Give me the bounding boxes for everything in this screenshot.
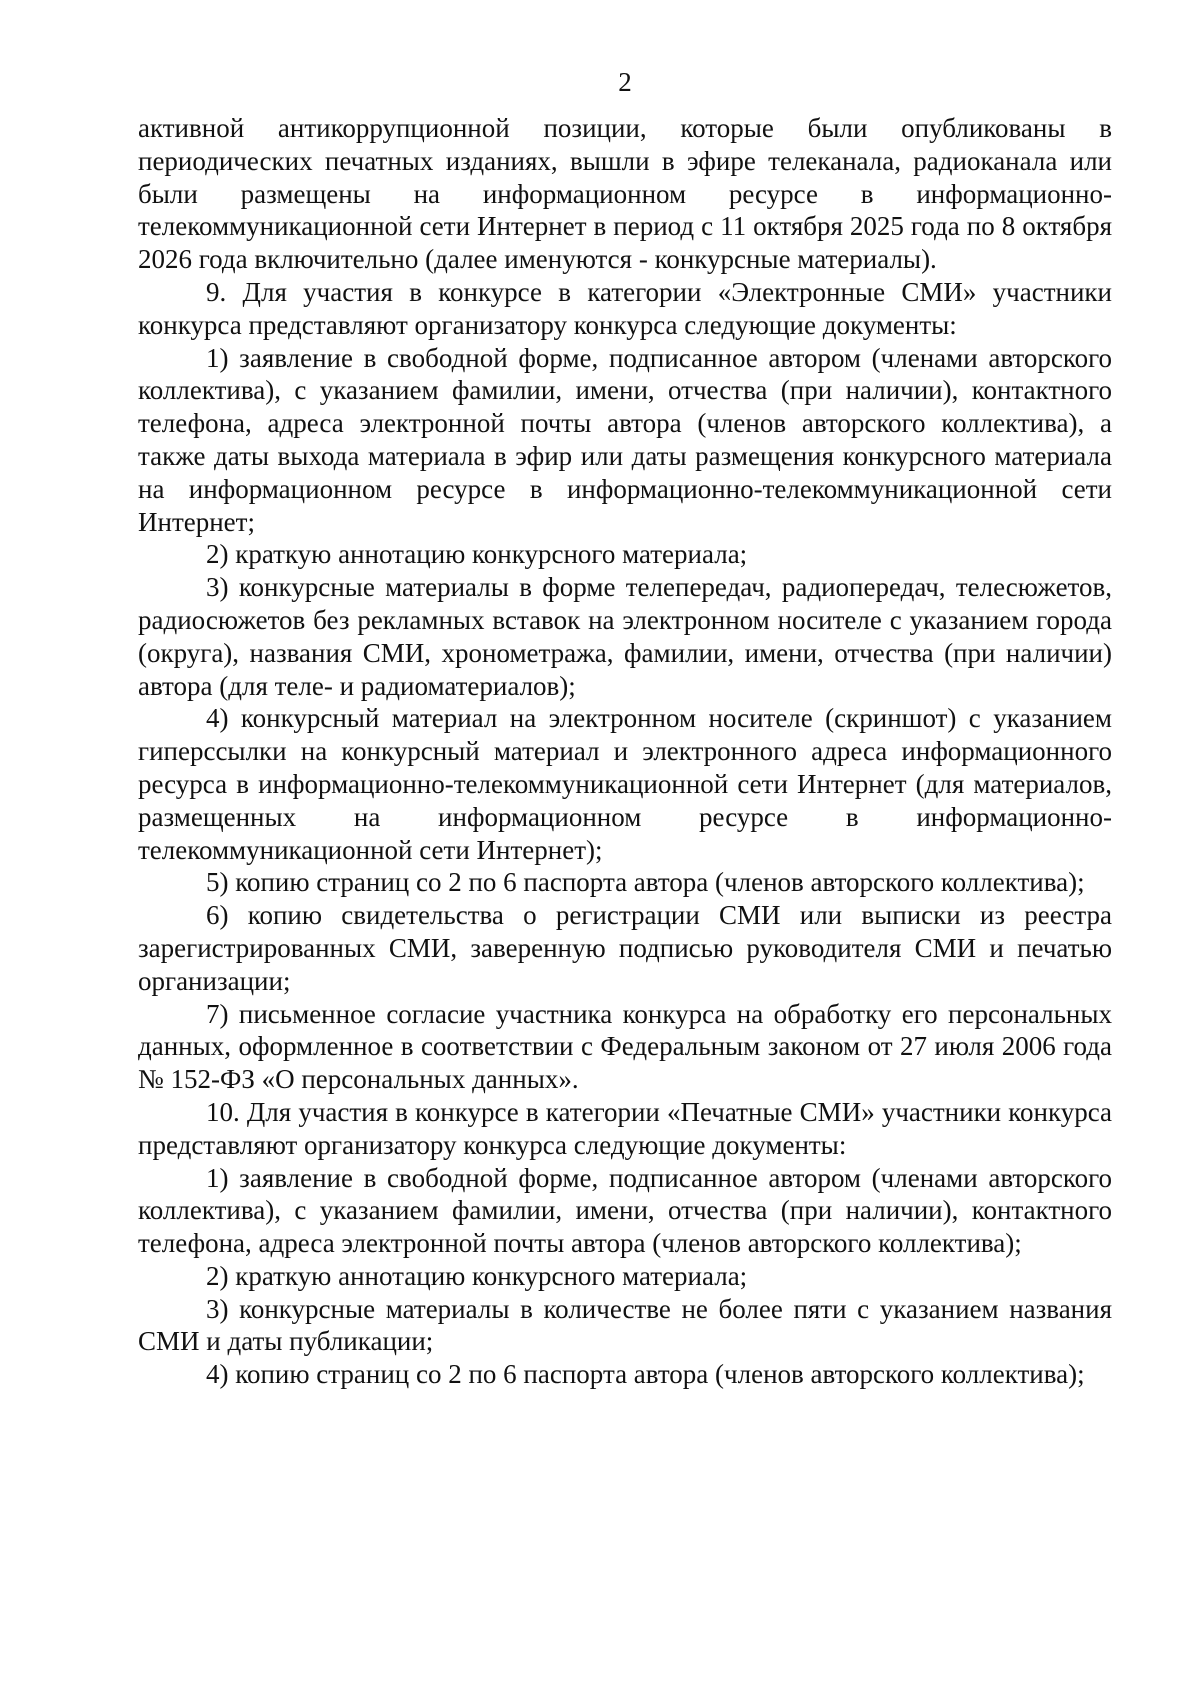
list-item-9-5: 5) копию страниц со 2 по 6 паспорта автора (членов авторского коллектива); bbox=[206, 867, 1085, 898]
list-item-9-6: 6) копию свидетельства о регистрации СМИ или выписки из реестра зарегистрированных СМИ, заверенную подписью руководителя СМИ и печатью организации; bbox=[138, 900, 1112, 996]
list-item-9-4: 4) конкурсный материал на электронном носителе (скриншот) с указанием гиперссылки на конкурсный материал и электронного адреса информационного ресурса в информационно-телекоммуникационной сети Интернет (для материалов, размещенных на информационном ресурсе в информационно-телекоммуникационной сети Интернет); bbox=[138, 703, 1112, 865]
document-body bbox=[138, 112, 1112, 1391]
paragraph-section-10: 10. Для участия в конкурсе в категории «Печатные СМИ» участники конкурса представляют организатору конкурса следующие документы: bbox=[138, 1096, 1112, 1160]
list-item-10-3: 3) конкурсные материалы в количестве не более пяти с указанием названия СМИ и даты публикации; bbox=[138, 1293, 1112, 1357]
paragraph-intro-continuation: активной антикоррупционной позиции, которые были опубликованы в периодических печатных изданиях, вышли в эфире телеканала, радиоканала или были размещены на информационном ресурсе в информационно-телекоммуникационной сети Интернет в период с 11 октября 2025 года по 8 октября 2026 года включительно (далее именуются - конкурсные материалы). bbox=[138, 113, 1112, 275]
list-item-9-2: 2) краткую аннотацию конкурсного материала; bbox=[206, 539, 748, 570]
list-item-10-1: 1) заявление в свободной форме, подписанное автором (членами авторского коллектива), с указанием фамилии, имени, отчества (при наличии), контактного телефона, адреса электронной почты автора (членов авторского коллектива); bbox=[138, 1162, 1112, 1259]
list-item-9-3: 3) конкурсные материалы в форме телепередач, радиопередач, телесюжетов, радиосюжетов без рекламных вставок на электронном носителе с указанием города (округа), названия СМИ, хронометража, фамилии, имени, отчества (при наличии) автора (для теле- и радиоматериалов); bbox=[138, 572, 1112, 701]
list-item-9-7: 7) письменное согласие участника конкурса на обработку его персональных данных, оформленное в соответствии с Федеральным законом от 27 июля 2006 года № 152-ФЗ «О персональных данных». bbox=[138, 998, 1112, 1095]
paragraph-section-9: 9. Для участия в конкурсе в категории «Электронные СМИ» участники конкурса представляют организатору конкурса следующие документы: bbox=[138, 276, 1112, 340]
list-item-10-4: 4) копию страниц со 2 по 6 паспорта автора (членов авторского коллектива); bbox=[206, 1359, 1085, 1390]
list-item-9-1: 1) заявление в свободной форме, подписанное автором (членами авторского коллектива), с указанием фамилии, имени, отчества (при наличии), контактного телефона, адреса электронной почты автора (членов авторского коллектива), а также даты выхода материала в эфир или даты размещения конкурсного материала на информационном ресурсе в информационно-телекоммуникационной сети Интернет; bbox=[138, 342, 1112, 537]
list-item-10-2: 2) краткую аннотацию конкурсного материала; bbox=[206, 1260, 748, 1291]
page-number: 2 bbox=[618, 67, 632, 97]
